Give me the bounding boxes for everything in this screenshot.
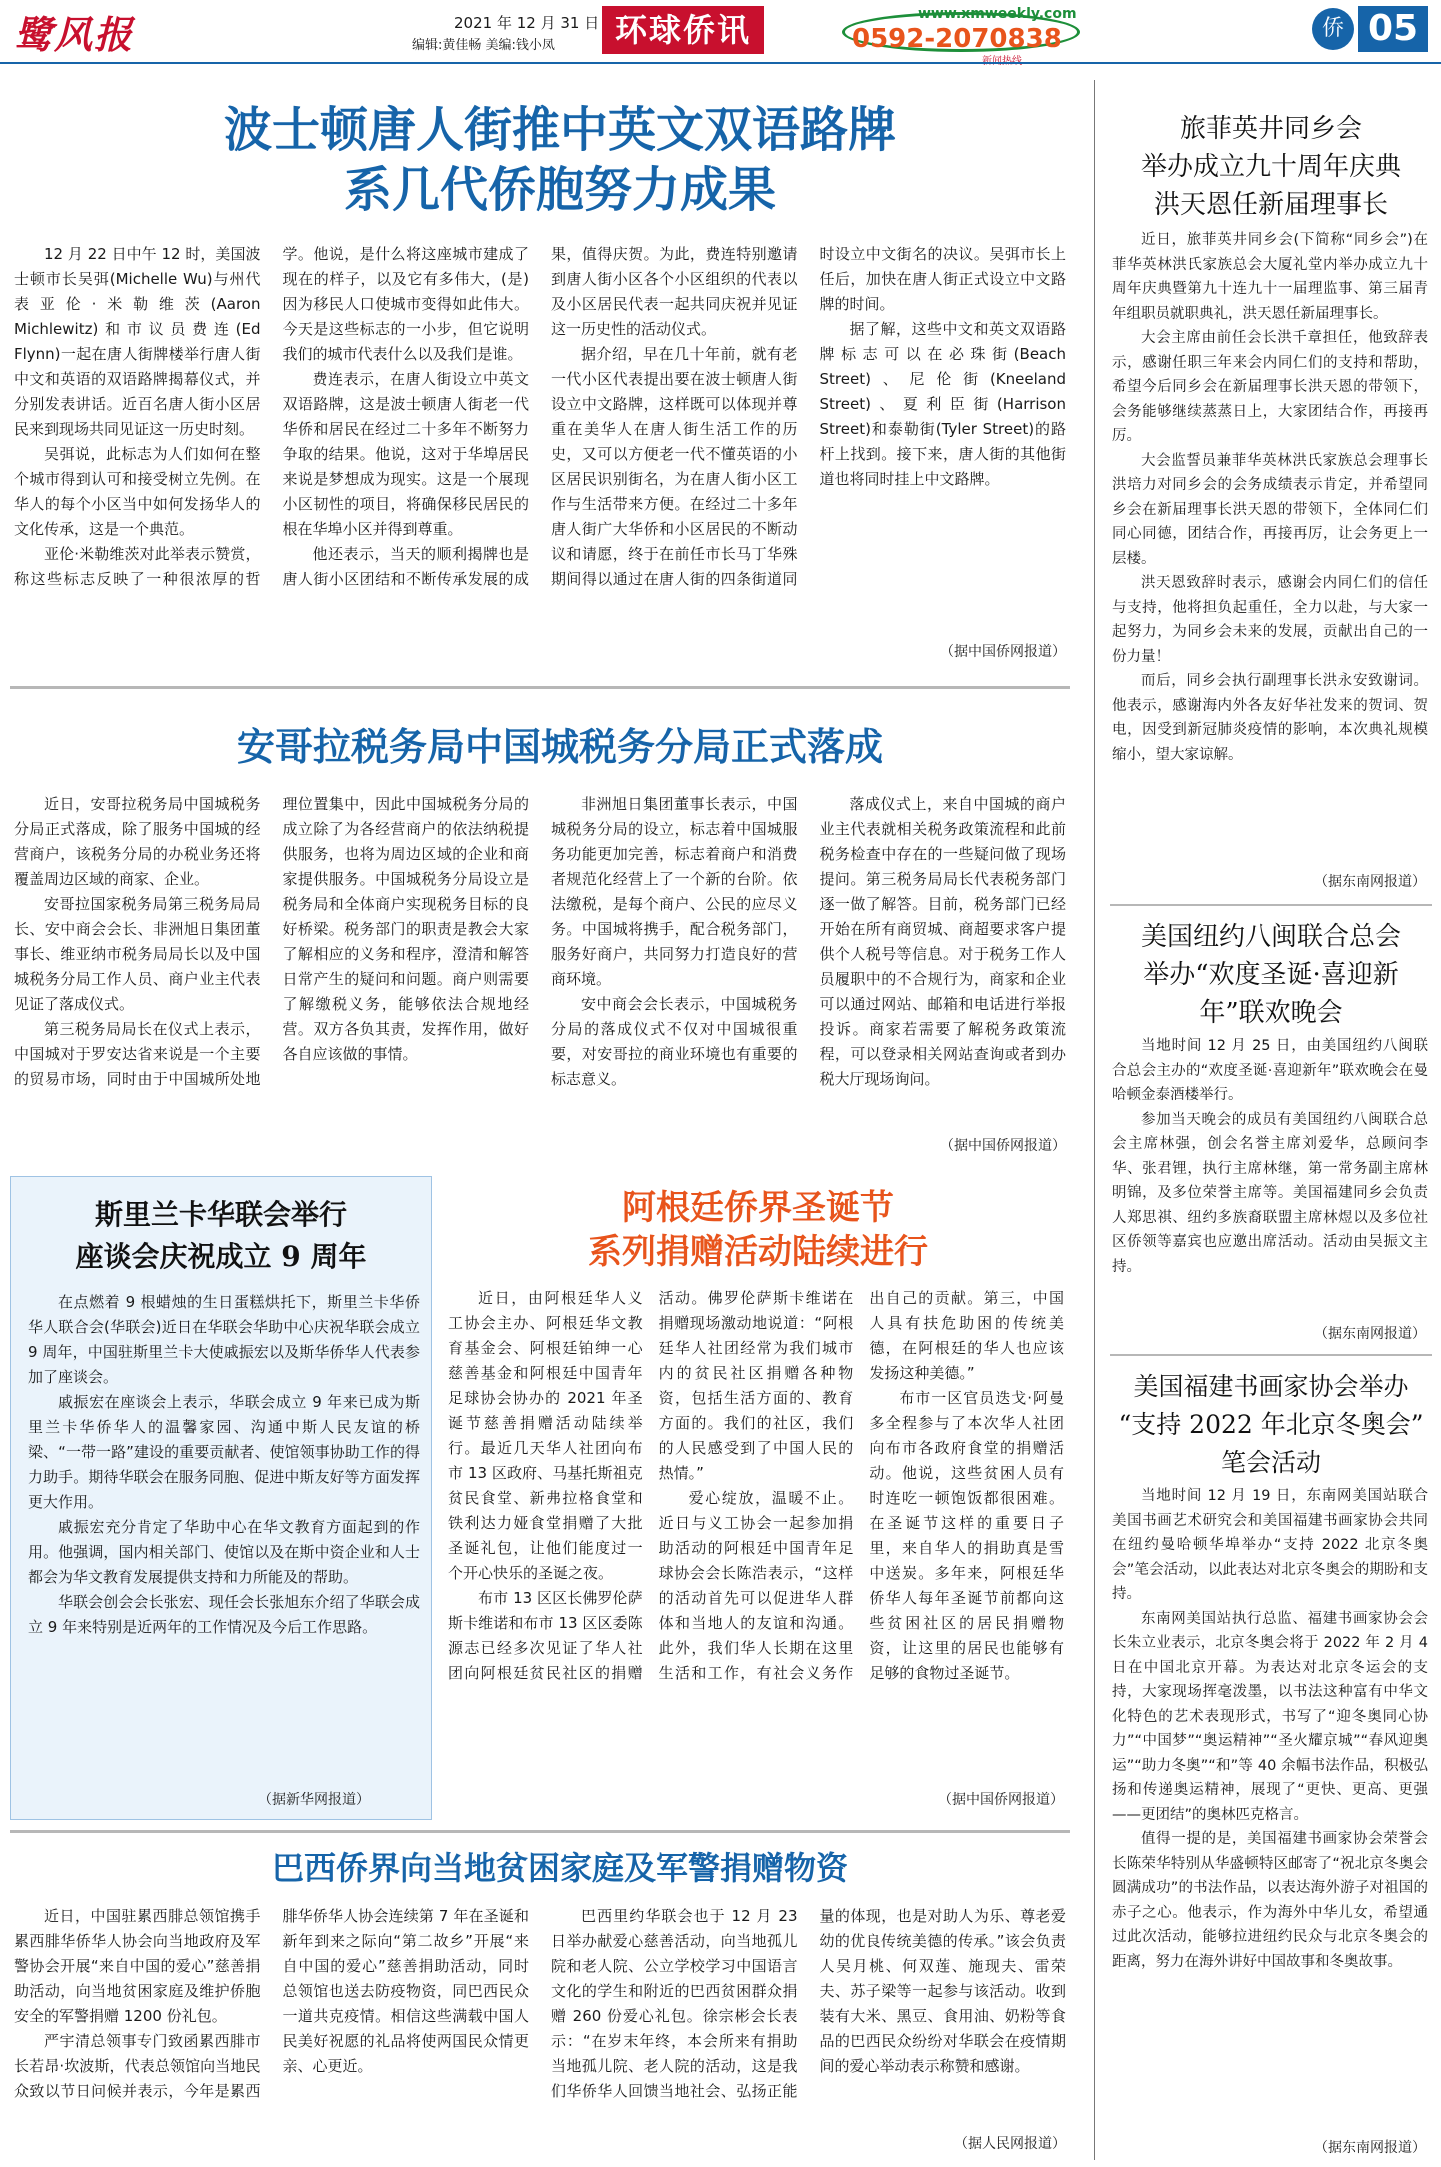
section-divider xyxy=(10,1830,1070,1833)
angola-paragraph: 落成仪式上，来自中国城的商户业主代表就相关税务政策流程和此前税务检查中存在的一些疑问做了现场提问。第三税务局局长代表税务部门逐一做了解答。目前，税务部门已经开始在所有商贸城、商超要求客户提供个人税号等信息。对于税务工作人员履职中的不合规行为，商家和企业可以通过网站、邮箱和电话进行举报投诉。商家若需要了解税务政策流程，可以登录相关网站查询或者到办税大厅现场询问。 xyxy=(819,795,1066,1088)
fujian-title-line2: “支持 2022 年北京冬奥会” xyxy=(1118,1410,1424,1439)
boston-body xyxy=(14,242,1066,666)
seal-glyph: 侨 xyxy=(1321,16,1344,41)
section-logo: 环球侨讯 xyxy=(602,6,764,54)
seal-icon xyxy=(1312,8,1354,50)
newyork-title-line2: 举办“欢度圣诞·喜迎新 xyxy=(1143,960,1399,990)
fujian-paragraph: 值得一提的是，美国福建书画家协会荣誉会长陈荣华特别从华盛顿特区邮寄了“祝北京冬奥会圆满成功”的书法作品，以表达海外游子对祖国的赤子之心。他表示，作为海外中华儿女，希望通过此次活动，能够拉进纽约民众与北京冬奥会的距离，努力在海外讲好中国故事和冬奥故事。 xyxy=(1112,1831,1428,1970)
page-header xyxy=(0,0,1441,62)
angola-paragraph: 近日，安哥拉税务局中国城税务分局正式落成，除了服务中国城的经营商户，该税务分局的办税业务还将覆盖周边区域的商家、企业。 xyxy=(14,795,261,888)
philippines-title-line3: 洪天恩任新届理事长 xyxy=(1153,190,1388,220)
fujian-title-line3: 笔会活动 xyxy=(1220,1448,1321,1477)
philippines-headline xyxy=(1110,110,1432,224)
philippines-paragraph: 洪天恩致辞时表示，感谢会内同仁们的信任与支持，他将担负起重任，全力以赴，与大家一起努力，为同乡会未来的发展，贡献出自己的一份力量！ xyxy=(1112,575,1428,665)
newyork-body xyxy=(1112,1034,1428,1316)
argentina-paragraph: 近日，由阿根廷华人义工协会主办、阿根廷华文教育基金会、阿根廷铂绅一心慈善基金和阿根廷中国青年足球协会协办的 2021 年圣诞节慈善捐赠活动陆续举行。最近几天华人社团向布市 13 区政府、马基托斯祖克贫民食堂、新弗拉格食堂和铁利达力娅食堂捐赠了大批圣诞礼包，让他们能度过一个开心快乐的圣诞之夜。 xyxy=(448,1289,643,1582)
issue-date: 2021 年 12 月 31 日 xyxy=(454,14,600,32)
srilanka-credit: （据新华网报道） xyxy=(258,1792,370,1808)
philippines-paragraph: 而后，同乡会执行副理事长洪永安致谢词。他表示，感谢海内外各友好华社发来的贺词、贺电，因受到新冠肺炎疫情的影响，本次典礼规模缩小，望大家谅解。 xyxy=(1112,673,1428,763)
argentina-title-line1: 阿根廷侨界圣诞节 xyxy=(622,1188,894,1228)
boston-paragraph: 他还表示，当天的顺利揭牌也是唐人街小区团结和不断传承发展的成果，值得庆贺。为此，费连特别邀请到唐人街小区各个小区组织的代表以及小区居民代表一起共同庆祝并见证这一历史性的活动仪式。 xyxy=(282,245,798,588)
brazil-body xyxy=(14,1904,1066,2130)
section-divider xyxy=(1110,904,1432,906)
angola-paragraph: 第三税务局局长在仪式上表示，中国城对于罗安达省来说是一个主要的贸易市场，同时由于中国城所处地理位置集中，因此中国城税务分局的成立除了为各经营商户的依法纳税提供服务，也将为周边区域的企业和商家提供服务。中国城税务分局设立是税务局和全体商户实现税务目标的良好桥梁。税务部门的职责是教会大家了解相应的义务和程序，澄清和解答日常产生的疑问和问题。商户则需要了解缴税义务，能够依法合规地经营。双方各负其责，发挥作用，做好各自应该做的事情。 xyxy=(14,795,529,1088)
boston-paragraph: 据介绍，早在几十年前，就有老一代小区代表提出要在波士顿唐人街设立中文路牌，这样既可以体现并尊重在美华人在唐人街生活工作的历史，又可以方便老一代不懂英语的小区居民识别街名，为在唐人街小区工作与生活带来方便。在经过二十多年唐人街广大华侨和小区居民的不断动议和请愿，终于在前任市长马丁华殊期间得以通过在唐人街的四条街道同时设立中文街名的决议。吴弭市长上任后，加快在唐人街正式设立中文路牌的时间。 xyxy=(551,245,1066,588)
philippines-title-line2: 举办成立九十周年庆典 xyxy=(1140,152,1401,182)
paper-name: 鹭风报 xyxy=(14,12,135,57)
fujian-headline xyxy=(1110,1368,1432,1482)
newyork-paragraph: 当地时间 12 月 25 日，由美国纽约八闽联合总会主办的“欢度圣诞·喜迎新年”联欢晚会在曼哈顿金泰酒楼举行。 xyxy=(1112,1038,1428,1103)
brazil-credit: （据人民网报道） xyxy=(954,2136,1066,2152)
boston-headline xyxy=(40,100,1080,220)
brazil-paragraph: 近日，中国驻累西腓总领馆携手累西腓华侨华人协会向当地政府及军警协会开展“来自中国的爱心”慈善捐助活动，向当地贫困家庭及维护侨胞安全的军警捐赠 1200 份礼包。 xyxy=(14,1907,261,2025)
fujian-body xyxy=(1112,1484,1428,2136)
boston-paragraph: 吴弭说，此标志为人们如何在整个城市得到认可和接受树立先例。在华人的每个小区当中如何发扬华人的文化传承，这是一个典范。 xyxy=(14,445,261,538)
srilanka-paragraph: 戚振宏充分肯定了华助中心在华文教育方面起到的作用。他强调，国内相关部门、使馆以及在斯中资企业和人士都会为华文教育发展提供支持和力所能及的帮助。 xyxy=(28,1518,420,1586)
boston-paragraph: 费连表示，在唐人街设立中英文双语路牌，这是波士顿唐人街老一代华侨和居民在经过二十多年不断努力争取的结果。他说，这对于华埠居民来说是梦想成为现实。这是一个展现小区韧性的项目，将确保移民居民的根在华埠小区并得到尊重。 xyxy=(282,370,529,538)
srilanka-title-line1: 斯里兰卡华联会举行 xyxy=(94,1198,347,1231)
newyork-credit: （据东南网报道） xyxy=(1314,1326,1426,1342)
boston-title-line1: 波士顿唐人街推中英文双语路牌 xyxy=(223,102,896,158)
angola-headline: 安哥拉税务局中国城税务分局正式落成 xyxy=(236,725,883,769)
angola-paragraph: 安中商会会长表示，中国城税务分局的落成仪式不仅对中国城很重要，对安哥拉的商业环境也有重要的标志意义。 xyxy=(551,995,798,1088)
philippines-title-line1: 旅菲英井同乡会 xyxy=(1179,114,1362,144)
srilanka-body xyxy=(28,1290,420,1780)
hotline-label xyxy=(982,52,1022,67)
philippines-credit: （据东南网报道） xyxy=(1314,874,1426,890)
header-rule xyxy=(0,62,1441,64)
boston-title-line2: 系几代侨胞努力成果 xyxy=(343,162,776,218)
newyork-title-line1: 美国纽约八闽联合总会 xyxy=(1140,922,1401,952)
srilanka-title-line2: 座谈会庆祝成立 9 周年 xyxy=(75,1240,367,1273)
newyork-title-line3: 年”联欢晚会 xyxy=(1199,998,1343,1028)
angola-paragraph: 安哥拉国家税务局第三税务局局长、安中商会会长、非洲旭日集团董事长、维亚纳市税务局局长以及中国城税务分局工作人员、商户业主代表见证了落成仪式。 xyxy=(14,895,261,1013)
section-divider xyxy=(1110,1354,1432,1356)
fujian-paragraph: 东南网美国站执行总监、福建书画家协会会长朱立业表示，北京冬奥会将于 2022 年 2 月 4 日在中国北京开幕。为表达对北京冬运会的支持，大家现场挥毫泼墨，以书法这种富有中华文化特色的艺术表现形式，书写了“迎冬奥同心协力”“中国梦”“奥运精神”“圣火耀京城”“春风迎奥运”“助力冬奥”“和”等 40 余幅书法作品，积极弘扬和传递奥运精神，展现了“更快、更高、更强——更团结”的奥林匹克格言。 xyxy=(1112,1610,1428,1823)
argentina-headline xyxy=(448,1186,1068,1274)
argentina-body xyxy=(448,1286,1064,1786)
boston-credit: （据中国侨网报道） xyxy=(940,644,1066,660)
angola-credit: （据中国侨网报道） xyxy=(940,1138,1066,1154)
brazil-headline: 巴西侨界向当地贫困家庭及军警捐赠物资 xyxy=(271,1849,848,1887)
argentina-paragraph: 布市 13 区区长佛罗伦萨斯卡维诺和布市 13 区区委陈源志已经多次见证了华人社团向阿根廷贫民社区的捐赠活动。佛罗伦萨斯卡维诺在捐赠现场激动地说道：“阿根廷华人社团经常为我们城市内的贫民社区捐赠各种物资，包括生活方面的、教育方面的。我们的社区，我们的人民感受到了中国人民的热情。” xyxy=(448,1289,854,1682)
srilanka-paragraph: 在点燃着 9 根蜡烛的生日蛋糕烘托下，斯里兰卡华侨华人联合会(华联会)近日在华联会华助中心庆祝华联会成立 9 周年，中国驻斯里兰卡大使戚振宏以及斯华侨华人代表参加了座谈会。 xyxy=(28,1293,420,1386)
philippines-paragraph: 大会主席由前任会长洪千章担任，他致辞表示，感谢任职三年来会内同仁们的支持和帮助，希望今后同乡会在新届理事长洪天恩的带领下，会务能够继续蒸蒸日上，大家团结合作，再接再厉。 xyxy=(1112,330,1428,444)
philippines-paragraph: 大会监誓员兼菲华英林洪氏家族总会理事长洪培力对同乡会的会务成绩表示肯定，并希望同乡会在新届理事长洪天恩的带领下，全体同仁们同心同德，团结合作，再接再厉，让会务更上一层楼。 xyxy=(1112,452,1428,567)
page-number: 05 xyxy=(1358,6,1428,52)
srilanka-paragraph: 华联会创会会长张宏、现任会长张旭东介绍了华联会成立 9 年来特别是近两年的工作情况及今后工作思路。 xyxy=(28,1593,420,1636)
philippines-paragraph: 近日，旅菲英井同乡会(下简称“同乡会”)在菲华英林洪氏家族总会大厦礼堂内举办成立九十周年庆典暨第九十连九十一届理监事、第三届青年组职员就职典礼，洪天恩任新届理事长。 xyxy=(1112,232,1428,322)
angola-body xyxy=(14,792,1066,1142)
newyork-headline xyxy=(1110,918,1432,1032)
section-divider xyxy=(10,686,1070,689)
argentina-paragraph: 爱心绽放，温暖不止。近日与义工协会一起参加捐助活动的阿根廷中国青年足球协会会长陈浩表示，“这样的活动首先可以促进华人群体和当地人的友谊和沟通。此外，我们华人长期在这里生活和工作，有社会义务作出自己的贡献。第三，中国人具有扶危助困的传统美德，在阿根廷的华人也应该发扬这种美德。” xyxy=(658,1289,1064,1682)
srilanka-paragraph: 戚振宏在座谈会上表示，华联会成立 9 年来已成为斯里兰卡华侨华人的温馨家园、沟通中斯人民友谊的桥梁、“一带一路”建设的重要贡献者、使馆领事协助工作的得力助手。期待华联会在服务同胞、促进中斯友好等方面发挥更大作用。 xyxy=(28,1393,420,1511)
srilanka-headline xyxy=(20,1194,422,1278)
fujian-title-line1: 美国福建书画家协会举办 xyxy=(1133,1372,1409,1401)
boston-paragraph: 亚伦·米勒维茨对此举表示赞赏，称这些标志反映了一种很浓厚的哲学。他说，是什么将这座城市建成了现在的样子，以及它有多伟大，(是)因为移民人口使城市变得如此伟大。今天是这些标志的一小步，但它说明我们的城市代表什么以及我们是谁。 xyxy=(14,245,529,588)
brazil-paragraph: 巴西里约华联会也于 12 月 23 日举办献爱心慈善活动，向当地孤儿院和老人院、公立学校学习中国语言文化的学生和附近的巴西贫困群众捐赠 260 份爱心礼包。徐宗彬会长表示：“在岁末年终，本会所来有捐助当地孤儿院、老人院的活动，这是我们华侨华人回馈当地社会、弘扬正能量的体现，也是对助人为乐、尊老爱幼的优良传统美德的传承。”该会负责人吴月桃、何双莲、施现夫、雷荣夫、苏子梁等一起参与该活动。收到装有大米、黑豆、食用油、奶粉等食品的巴西民众纷纷对华联会在疫情期间的爱心举动表示称赞和感谢。 xyxy=(551,1907,1066,2100)
boston-paragraph: 12 月 22 日中午 12 时，美国波士顿市长吴弭(Michelle Wu)与州代表亚伦·米勒维茨(Aaron Michlewitz)和市议员费连(Ed Flynn)一起在唐人街牌楼举行唐人街中文和英语的双语路牌揭幕仪式，并分别发表讲话。近百名唐人街小区居民来到现场共同见证这一历史时刻。 xyxy=(14,245,261,438)
fujian-paragraph: 当地时间 12 月 19 日，东南网美国站联合美国书画艺术研究会和美国福建书画家协会共同在纽约曼哈顿华埠举办“支持 2022 北京冬奥会”笔会活动，以此表达对北京冬奥会的期盼和支持。 xyxy=(1112,1488,1428,1602)
argentina-credit: （据中国侨网报道） xyxy=(938,1792,1064,1808)
boston-paragraph: 据了解，这些中文和英文双语路牌标志可以在必珠街(Beach Street)、尼伦街(Kneeland Street)、夏利臣街(Harrison Street)和泰勒街(Tyler Street)的路杆上找到。接下来，唐人街的其他街道也将同时挂上中文路牌。 xyxy=(819,320,1066,488)
newyork-paragraph: 参加当天晚会的成员有美国纽约八闽联合总会主席林强，创会名誉主席刘爱华，总顾问李华、张君锂，执行主席林继，第一常务副主席林明锦，及多位荣誉主席等。美国福建同乡会负责人郑思祺、纽约多族裔联盟主席林煜以及多位社区侨领等嘉宾也应邀出席活动。活动由吴振文主持。 xyxy=(1112,1111,1428,1275)
angola-paragraph: 非洲旭日集团董事长表示，中国城税务分局的设立，标志着中国城服务功能更加完善，标志着商户和消费者规范化经营上了一个新的台阶。依法缴税，是每个商户、公民的应尽义务。中国城将携手，配合税务部门，服务好商户，共同努力打造良好的营商环境。 xyxy=(551,795,798,988)
fujian-credit: （据东南网报道） xyxy=(1314,2140,1426,2156)
column-rule xyxy=(1094,80,1095,2160)
hotline-number: 0592-2070838 xyxy=(852,24,1062,54)
argentina-title-line2: 系列捐赠活动陆续进行 xyxy=(588,1232,928,1272)
editor-credits: 编辑:黄佳畅 美编:钱小凤 xyxy=(412,38,555,53)
brazil-paragraph: 严宇清总领事专门致函累西腓市长若昂·坎波斯，代表总领馆向当地民众致以节日问候并表示，今年是累西腓华侨华人协会连续第 7 年在圣诞和新年到来之际向“第二故乡”开展“来自中国的爱心”慈善捐助活动，同时总领馆也送去防疫物资，同巴西民众一道共克疫情。相信这些满载中国人民美好祝愿的礼品将使两国民众情更亲、心更近。 xyxy=(14,1907,529,2100)
website-url: www.xmweekly.com xyxy=(918,6,1077,22)
argentina-paragraph: 布市一区官员迭戈·阿曼多全程参与了本次华人社团向布市各政府食堂的捐赠活动。他说，这些贫困人员有时连吃一顿饱饭都很困难。在圣诞节这样的重要日子里，来自华人的捐助真是雪中送炭。多年来，阿根廷华侨华人每年圣诞节前都向这些贫困社区的居民捐赠物资，让这里的居民也能够有足够的食物过圣诞节。 xyxy=(869,1389,1064,1682)
philippines-body xyxy=(1112,228,1428,860)
